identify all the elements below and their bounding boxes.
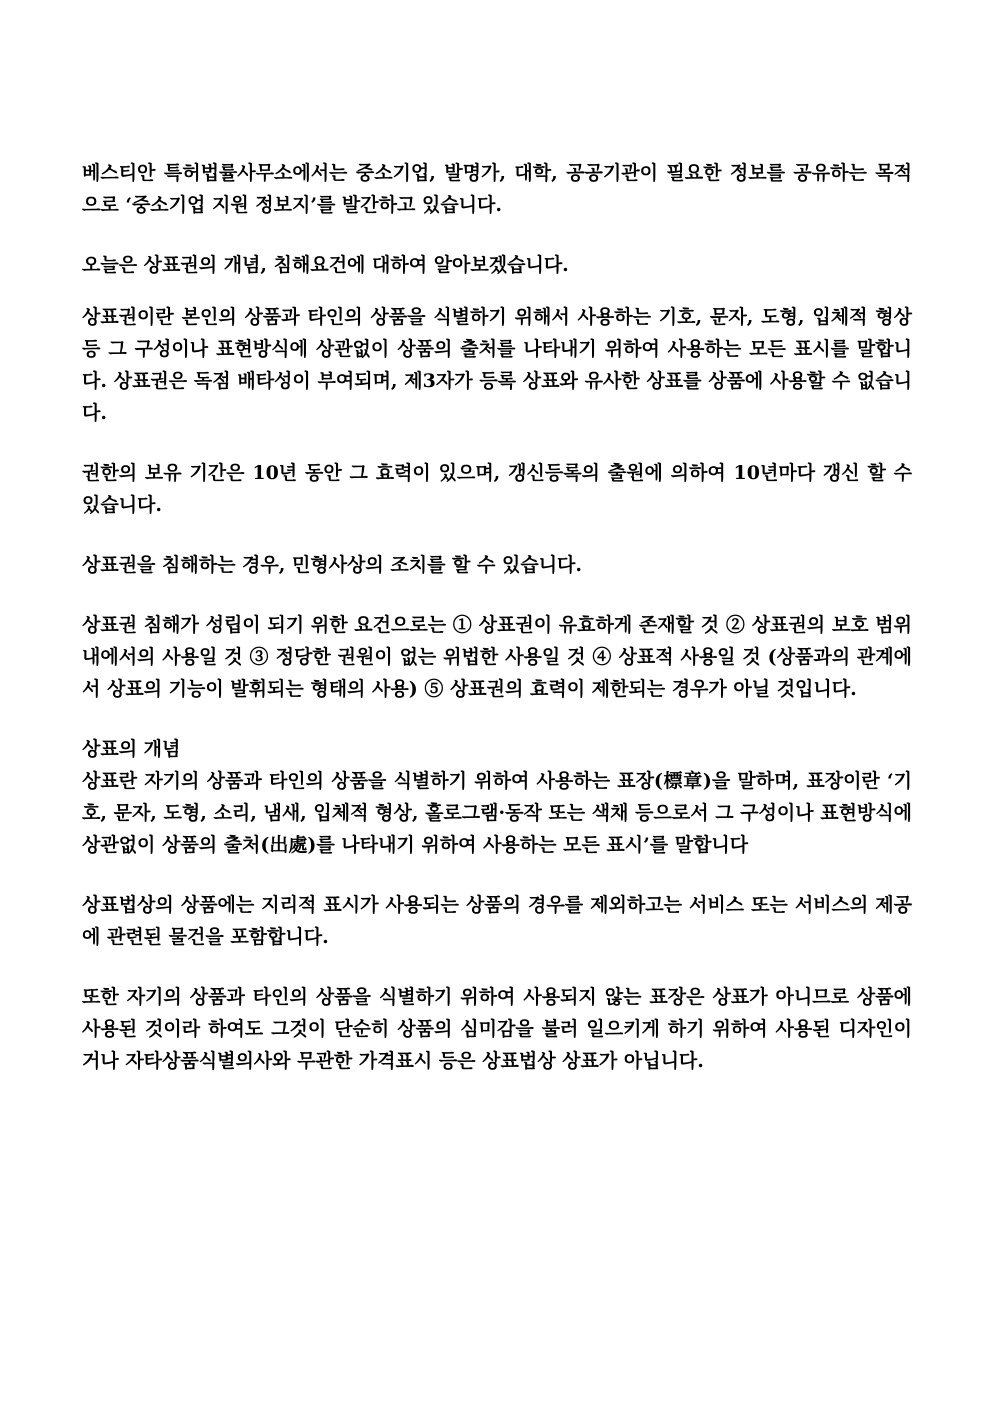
concept-heading: 상표의 개념 [82,738,181,760]
infringement-requirements-paragraph: 상표권 침해가 성립이 되기 위한 요건으로는 ① 상표권이 유효하게 존재할 것 ② 상표권의 보호 범위 내에서의 사용일 것 ③ 정당한 권원이 없는 위법한 사용일 것 ④ 상표적 사용일 것 (상품과의 관계에서 상표의 기능이 발휘되는 형태의 사용) ⑤ 상표권의 효력이 제한되는 경우가 아닐 것입니다. [82,614,912,700]
goods-scope-paragraph: 상표법상의 상품에는 지리적 표시가 사용되는 상품의 경우를 제외하고는 서비스 또는 서비스의 제공에 관련된 물건을 포함합니다. [82,894,912,948]
document-page [82,157,912,1077]
trademark-definition-paragraph: 상표권이란 본인의 상품과 타인의 상품을 식별하기 위해서 사용하는 기호, 문자, 도형, 입체적 형상 등 그 구성이나 표현방식에 상관없이 상품의 출처를 나타내기 위하여 사용하는 모든 표시를 말합니다. 상표권은 독점 배타성이 부여되며, 제3자가 등록 상표와 유사한 상표를 상품에 사용할 수 없습니다. [82,306,912,424]
term-paragraph: 권한의 보유 기간은 10년 동안 그 효력이 있으며, 갱신등록의 출원에 의하여 10년마다 갱신 할 수 있습니다. [82,462,912,516]
topic-paragraph: 오늘은 상표권의 개념, 침해요건에 대하여 알아보겠습니다. [82,254,569,276]
intro-paragraph: 베스티안 특허법률사무소에서는 중소기업, 발명가, 대학, 공공기관이 필요한 정보를 공유하는 목적으로 ‘중소기업 지원 정보지’를 발간하고 있습니다. [82,162,912,216]
non-trademark-paragraph: 또한 자기의 상품과 타인의 상품을 식별하기 위하여 사용되지 않는 표장은 상표가 아니므로 상품에 사용된 것이라 하여도 그것이 단순히 상품의 심미감을 불러 일으키게 하기 위하여 사용된 디자인이거나 자타상품식별의사와 무관한 가격표시 등은 상표법상 상표가 아닙니다. [82,986,912,1072]
concept-body-paragraph: 상표란 자기의 상품과 타인의 상품을 식별하기 위하여 사용하는 표장(標章)을 말하며, 표장이란 ‘기호, 문자, 도형, 소리, 냄새, 입체적 형상, 홀로그램·동작 또는 색채 등으로서 그 구성이나 표현방식에 상관없이 상품의 출처(出處)를 나타내기 위하여 사용하는 모든 표시’를 말합니다 [82,770,912,856]
infringement-action-paragraph: 상표권을 침해하는 경우, 민형사상의 조치를 할 수 있습니다. [82,554,583,576]
